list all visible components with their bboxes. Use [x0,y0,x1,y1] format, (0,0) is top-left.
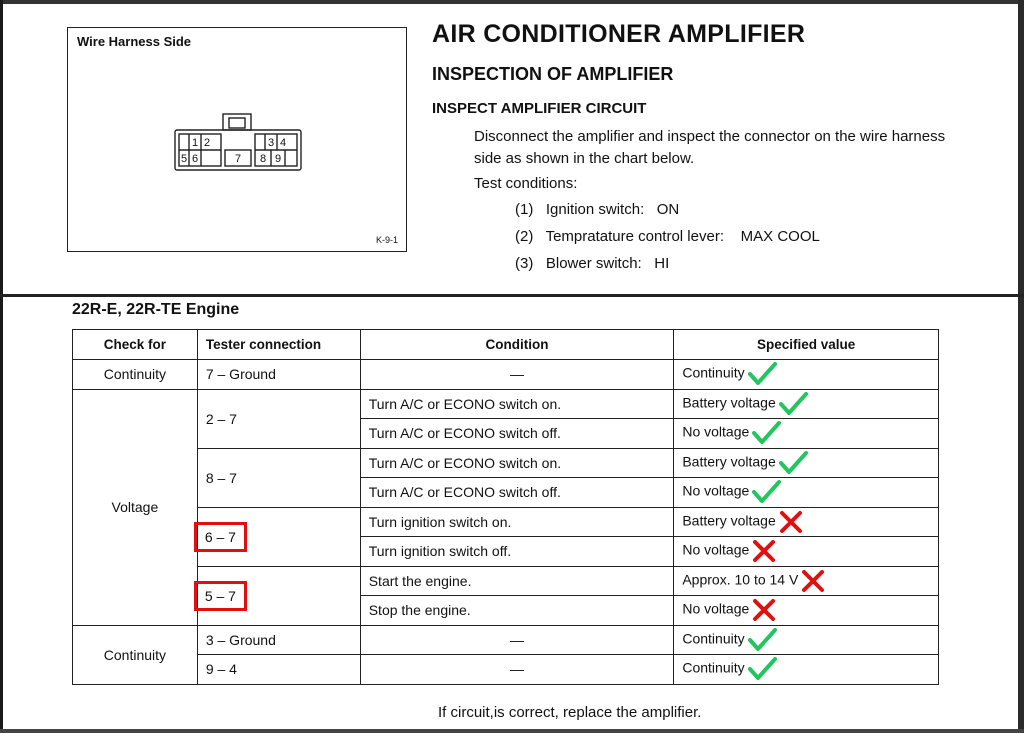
page-edge-left [0,0,3,733]
table-row [73,655,939,685]
condition-number: (1) [515,201,534,218]
highlighted-connection: 6 – 7 [194,522,247,552]
table-row [73,389,939,419]
table-row [73,507,939,537]
tester-connection-cell: 9 – 4 [197,655,360,685]
specified-value-cell [674,448,939,478]
pin-label: 3 [267,137,275,149]
check-mark-icon [747,656,777,682]
specified-value: Battery voltage [682,512,776,529]
condition-cell: Start the engine. [360,566,674,596]
condition-number: (3) [515,255,534,272]
pin-label: 6 [191,153,199,165]
page-edge-top [0,0,1024,4]
specified-value-cell [674,478,939,508]
cross-mark-icon [800,569,826,593]
check-mark-icon [778,391,808,417]
condition-number: (2) [515,228,534,245]
specified-value: No voltage [682,423,750,440]
condition-cell: — [360,655,674,685]
specified-value-cell [674,596,939,626]
check-for-cell: Continuity [73,625,198,684]
specified-value-cell [674,389,939,419]
condition-cell: — [360,625,674,655]
check-for-cell: Voltage [73,389,198,625]
table-row [73,625,939,655]
condition-cell: — [360,360,674,390]
table-header-row [73,330,939,360]
pin-label: 7 [234,153,242,165]
instruction-text: Disconnect the amplifier and inspect the connector on the wire harness side as shown in the chart below. [474,128,946,167]
table-row [73,360,939,390]
test-conditions-label: Test conditions: [474,175,578,192]
inspection-table [72,329,939,685]
column-header: Tester connection [197,330,360,360]
condition-value: MAX COOL [740,228,820,245]
condition-value: HI [654,255,670,272]
page-title: AIR CONDITIONER AMPLIFIER [432,20,806,48]
specified-value: Continuity [682,364,745,381]
specified-value: Battery voltage [682,394,776,411]
specified-value-cell [674,566,939,596]
condition-cell: Turn A/C or ECONO switch off. [360,478,674,508]
specified-value-cell [674,537,939,567]
check-mark-icon [747,361,777,387]
column-header: Specified value [674,330,939,360]
condition-2 [515,228,820,245]
subsection-title: INSPECT AMPLIFIER CIRCUIT [432,100,647,117]
check-mark-icon [747,627,777,653]
tester-connection-cell: 2 – 7 [197,389,360,448]
tester-connection-cell [197,566,360,625]
column-header: Condition [360,330,674,360]
condition-1 [515,201,679,218]
tester-connection-cell [197,507,360,566]
connector-diagram [67,27,407,252]
specified-value-cell [674,507,939,537]
footnote: If circuit,is correct, replace the amplifier. [438,704,702,721]
pin-label: 9 [274,153,282,165]
specified-value-cell [674,419,939,449]
pin-label: 8 [259,153,267,165]
page-edge-right [1018,0,1024,733]
tester-connection-cell: 7 – Ground [197,360,360,390]
pin-label: 5 [180,153,188,165]
specified-value: Approx. 10 to 14 V [682,571,799,588]
specified-value-cell [674,625,939,655]
table-title: 22R-E, 22R-TE Engine [72,301,240,318]
condition-cell: Stop the engine. [360,596,674,626]
condition-text: Ignition switch: [545,201,645,218]
page-edge-bottom [0,729,1024,733]
specified-value-cell [674,655,939,685]
check-mark-icon [751,479,781,505]
table-row [73,566,939,596]
figure-code: K-9-1 [375,235,398,245]
specified-value-cell [674,360,939,390]
condition-text: Tempratature control lever: [545,228,724,245]
highlighted-connection: 5 – 7 [194,581,247,611]
condition-value: ON [656,201,680,218]
check-for-cell: Continuity [73,360,198,390]
check-mark-icon [778,450,808,476]
condition-cell: Turn A/C or ECONO switch on. [360,389,674,419]
specified-value: Battery voltage [682,453,776,470]
cross-mark-icon [778,510,804,534]
scan-seam [0,294,1024,297]
tester-connection-cell: 3 – Ground [197,625,360,655]
condition-text: Blower switch: [545,255,642,272]
column-header: Check for [73,330,198,360]
condition-cell: Turn ignition switch on. [360,507,674,537]
tester-connection-cell: 8 – 7 [197,448,360,507]
check-mark-icon [751,420,781,446]
condition-3 [515,255,669,272]
pin-label: 4 [279,137,287,149]
connector-icon [173,112,303,172]
table-row [73,448,939,478]
specified-value: No voltage [682,482,750,499]
cross-mark-icon [751,539,777,563]
specified-value: Continuity [682,659,745,676]
specified-value: Continuity [682,630,745,647]
specified-value: No voltage [682,541,750,558]
cross-mark-icon [751,598,777,622]
specified-value: No voltage [682,600,750,617]
section-title: INSPECTION OF AMPLIFIER [432,64,674,84]
diagram-title: Wire Harness Side [77,34,192,49]
condition-cell: Turn ignition switch off. [360,537,674,567]
pin-label: 1 [191,137,199,149]
condition-cell: Turn A/C or ECONO switch off. [360,419,674,449]
pin-label: 2 [203,137,211,149]
condition-cell: Turn A/C or ECONO switch on. [360,448,674,478]
